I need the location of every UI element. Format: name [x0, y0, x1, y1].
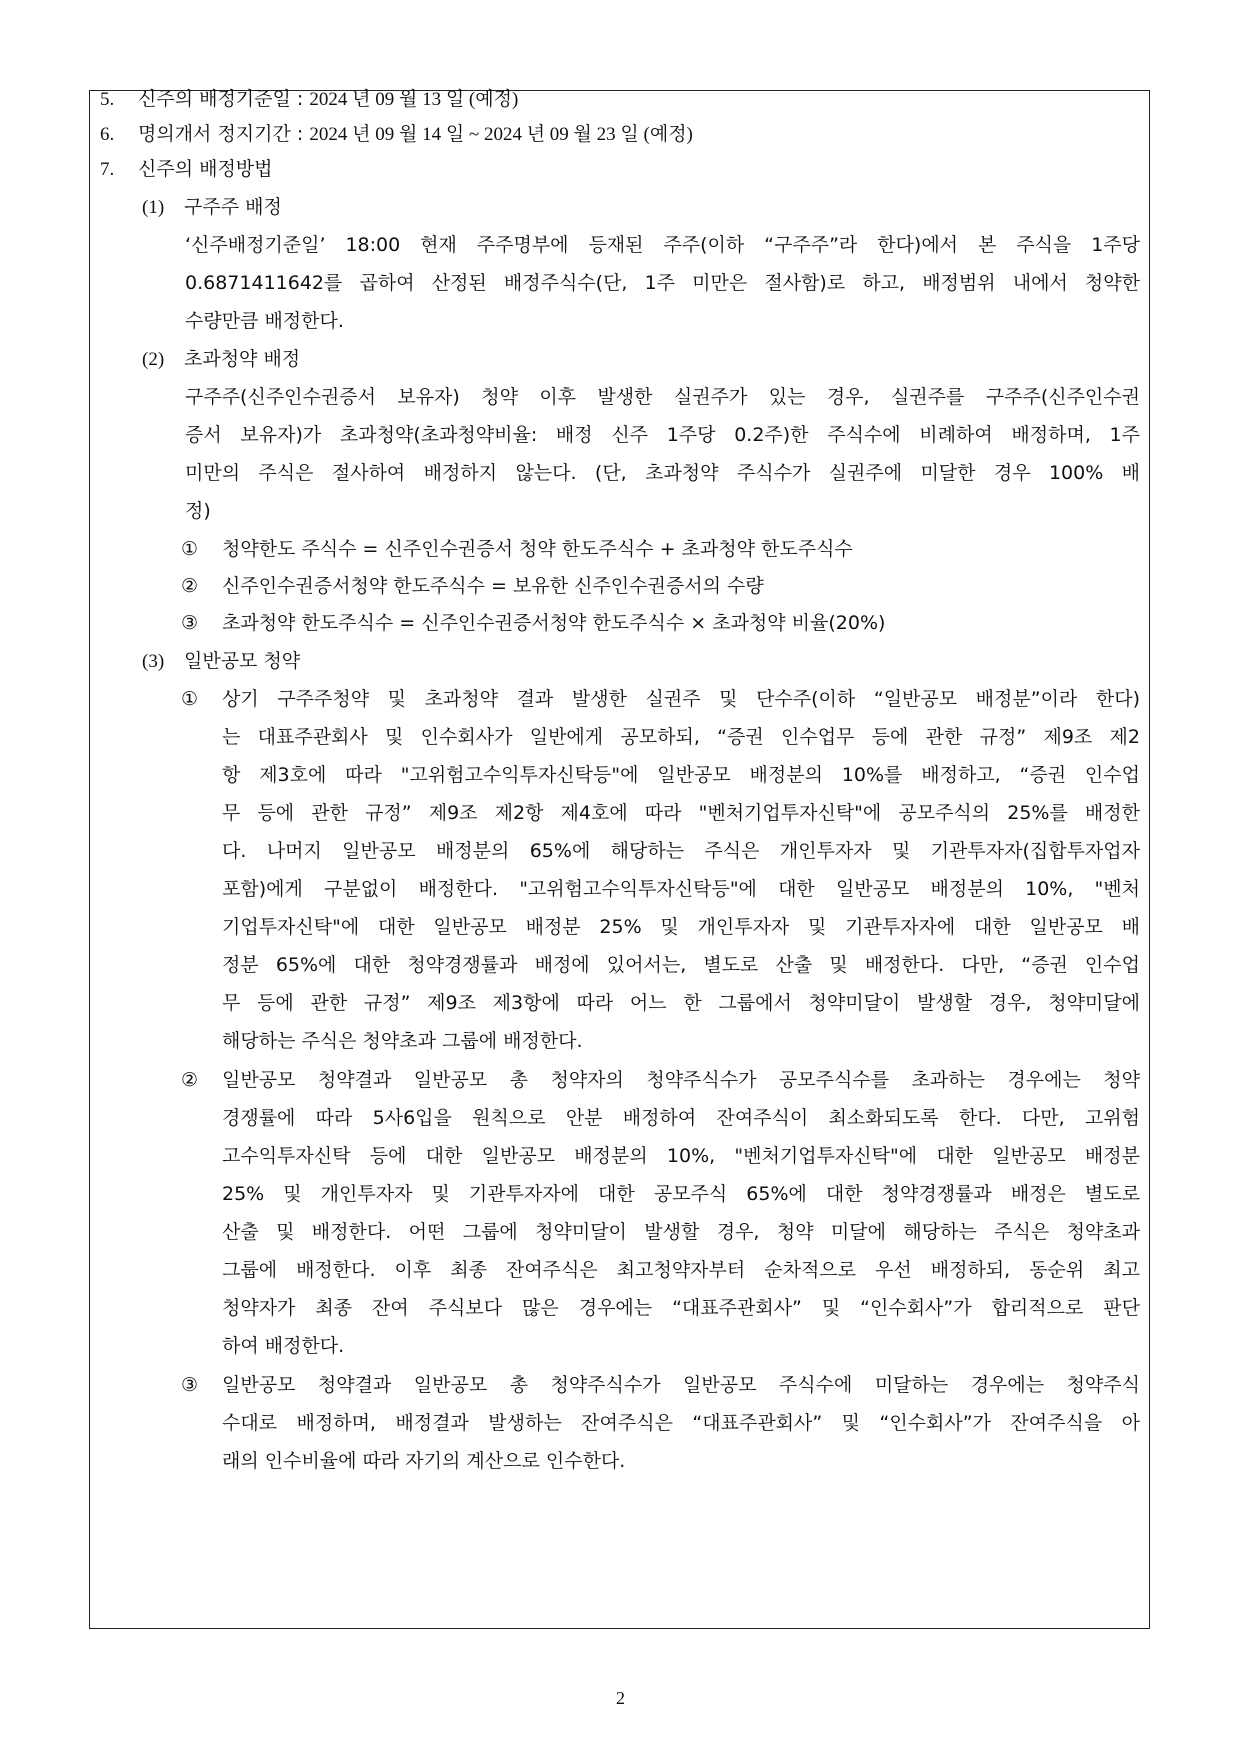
- paragraph-line: ‘신주배정기준일’ 18:00 현재 주주명부에 등재된 주주(이하 “구주주”라 한다)에서 본 주식을 1주당: [185, 234, 1140, 256]
- item-label: 신주의 배정방법: [138, 158, 273, 180]
- section-number: (2): [142, 349, 165, 370]
- paragraph-line: 정분 65%에 대한 청약경쟁률과 배정에 있어서는, 별도로 산출 및 배정한다. 다만, “증권 인수업: [222, 954, 1140, 976]
- item-label: 명의개서 정지기간 :: [138, 123, 310, 145]
- section-number: (1): [142, 197, 165, 218]
- suspension-period: 2024 년 09 월 14 일 ~ 2024 년 09 월 23 일 (예정): [309, 124, 693, 145]
- formula-3: [181, 610, 885, 636]
- paragraph-line: 고수익투자신탁 등에 대한 일반공모 배정분의 10%, "벤처기업투자신탁"에 대한 일반공모 배정분: [222, 1145, 1140, 1167]
- paragraph-line: 0.6871411642를 곱하여 산정된 배정주식수(단, 1주 미만은 절사함)로 하고, 배정범위 내에서 청약한: [185, 272, 1140, 294]
- paragraph-line: 산출 및 배정한다. 어떤 그룹에 청약미달이 발생할 경우, 청약 미달에 해당하는 주식은 청약초과: [222, 1221, 1140, 1243]
- circled-number: ①: [181, 538, 199, 560]
- circled-number: ②: [181, 1069, 199, 1091]
- item-number: 5.: [100, 89, 115, 110]
- section-2-heading: [142, 346, 300, 373]
- paragraph-line: 수대로 배정하며, 배정결과 발생하는 잔여주식은 “대표주관회사” 및 “인수회사”가 잔여주식을 아: [222, 1412, 1140, 1434]
- allocation-date: 2024 년 09 월 13 일 (예정): [309, 89, 519, 110]
- paragraph-line: 수량만큼 배정한다.: [185, 310, 344, 332]
- paragraph-line: 상기 구주주청약 및 초과청약 결과 발생한 실권주 및 단수주(이하 “일반공모 배정분”이라 한다): [222, 688, 1140, 710]
- section-number: (3): [142, 651, 165, 672]
- item-6: [100, 121, 693, 148]
- section-title: 일반공모 청약: [184, 650, 301, 672]
- paragraph-line: 해당하는 주식은 청약초과 그룹에 배정한다.: [222, 1030, 583, 1052]
- formula-1: [181, 536, 853, 562]
- item-5: [100, 86, 518, 113]
- paragraph-line: 일반공모 청약결과 일반공모 총 청약주식수가 일반공모 주식수에 미달하는 경우에는 청약주식: [222, 1374, 1140, 1396]
- paragraph-line: 경쟁률에 따라 5사6입을 원칙으로 안분 배정하여 잔여주식이 최소화되도록 한다. 다만, 고위험: [222, 1107, 1140, 1129]
- circled-number: ①: [181, 688, 199, 710]
- paragraph-line: 정): [185, 500, 211, 522]
- paragraph-line: 증서 보유자)가 초과청약(초과청약비율: 배정 신주 1주당 0.2주)한 주식수에 비례하여 배정하며, 1주: [185, 424, 1140, 446]
- circled-number: ③: [181, 1374, 199, 1396]
- paragraph-line: 기업투자신탁"에 대한 일반공모 배정분 25% 및 개인투자자 및 기관투자자에 대한 일반공모 배: [222, 916, 1140, 938]
- item-number: 6.: [100, 124, 115, 145]
- formula-2: [181, 573, 764, 599]
- formula-text: 청약한도 주식수 = 신주인수권증서 청약 한도주식수 + 초과청약 한도주식수: [222, 538, 853, 560]
- paragraph-line: 하여 배정한다.: [222, 1335, 345, 1357]
- section-1-heading: [142, 194, 282, 221]
- paragraph-line: 항 제3호에 따라 "고위험고수익투자신탁등"에 일반공모 배정분의 10%를 배정하고, “증권 인수업: [222, 764, 1140, 786]
- item-7: [100, 156, 273, 183]
- paragraph-line: 청약자가 최종 잔여 주식보다 많은 경우에는 “대표주관회사” 및 “인수회사”가 합리적으로 판단: [222, 1297, 1140, 1319]
- paragraph-line: 무 등에 관한 규정” 제9조 제3항에 따라 어느 한 그룹에서 청약미달이 발생할 경우, 청약미달에: [222, 992, 1140, 1014]
- page-number: 2: [616, 1688, 625, 1708]
- circled-number: ③: [181, 612, 199, 634]
- item-label: 신주의 배정기준일 :: [138, 88, 310, 110]
- paragraph-line: 미만의 주식은 절사하여 배정하지 않는다. (단, 초과청약 주식수가 실권주에 미달한 경우 100% 배: [185, 462, 1140, 484]
- paragraph-line: 다. 나머지 일반공모 배정분의 65%에 해당하는 주식은 개인투자자 및 기관투자자(집합투자업자: [222, 840, 1140, 862]
- paragraph-line: 구주주(신주인수권증서 보유자) 청약 이후 발생한 실권주가 있는 경우, 실권주를 구주주(신주인수권: [185, 386, 1140, 408]
- item-number: 7.: [100, 159, 115, 180]
- paragraph-line: 그룹에 배정한다. 이후 최종 잔여주식은 최고청약자부터 순차적으로 우선 배정하되, 동순위 최고: [222, 1259, 1140, 1281]
- section-title: 초과청약 배정: [184, 348, 301, 370]
- formula-text: 신주인수권증서청약 한도주식수 = 보유한 신주인수권증서의 수량: [222, 575, 764, 597]
- paragraph-line: 일반공모 청약결과 일반공모 총 청약자의 청약주식수가 공모주식수를 초과하는 경우에는 청약: [222, 1069, 1140, 1091]
- paragraph-line: 래의 인수비율에 따라 자기의 계산으로 인수한다.: [222, 1450, 626, 1472]
- paragraph-line: 는 대표주관회사 및 인수회사가 일반에게 공모하되, “증권 인수업무 등에 관한 규정” 제9조 제2: [222, 726, 1140, 748]
- section-3-heading: [142, 648, 300, 675]
- paragraph-line: 무 등에 관한 규정” 제9조 제2항 제4호에 따라 "벤처기업투자신탁"에 공모주식의 25%를 배정한: [222, 802, 1140, 824]
- formula-text: 초과청약 한도주식수 = 신주인수권증서청약 한도주식수 × 초과청약 비율(20%): [222, 612, 886, 634]
- circled-number: ②: [181, 575, 199, 597]
- section-title: 구주주 배정: [184, 196, 282, 218]
- paragraph-line: 포함)에게 구분없이 배정한다. "고위험고수익투자신탁등"에 대한 일반공모 배정분의 10%, "벤처: [222, 878, 1140, 900]
- paragraph-line: 25% 및 개인투자자 및 기관투자자에 대한 공모주식 65%에 대한 청약경쟁률과 배정은 별도로: [222, 1183, 1140, 1205]
